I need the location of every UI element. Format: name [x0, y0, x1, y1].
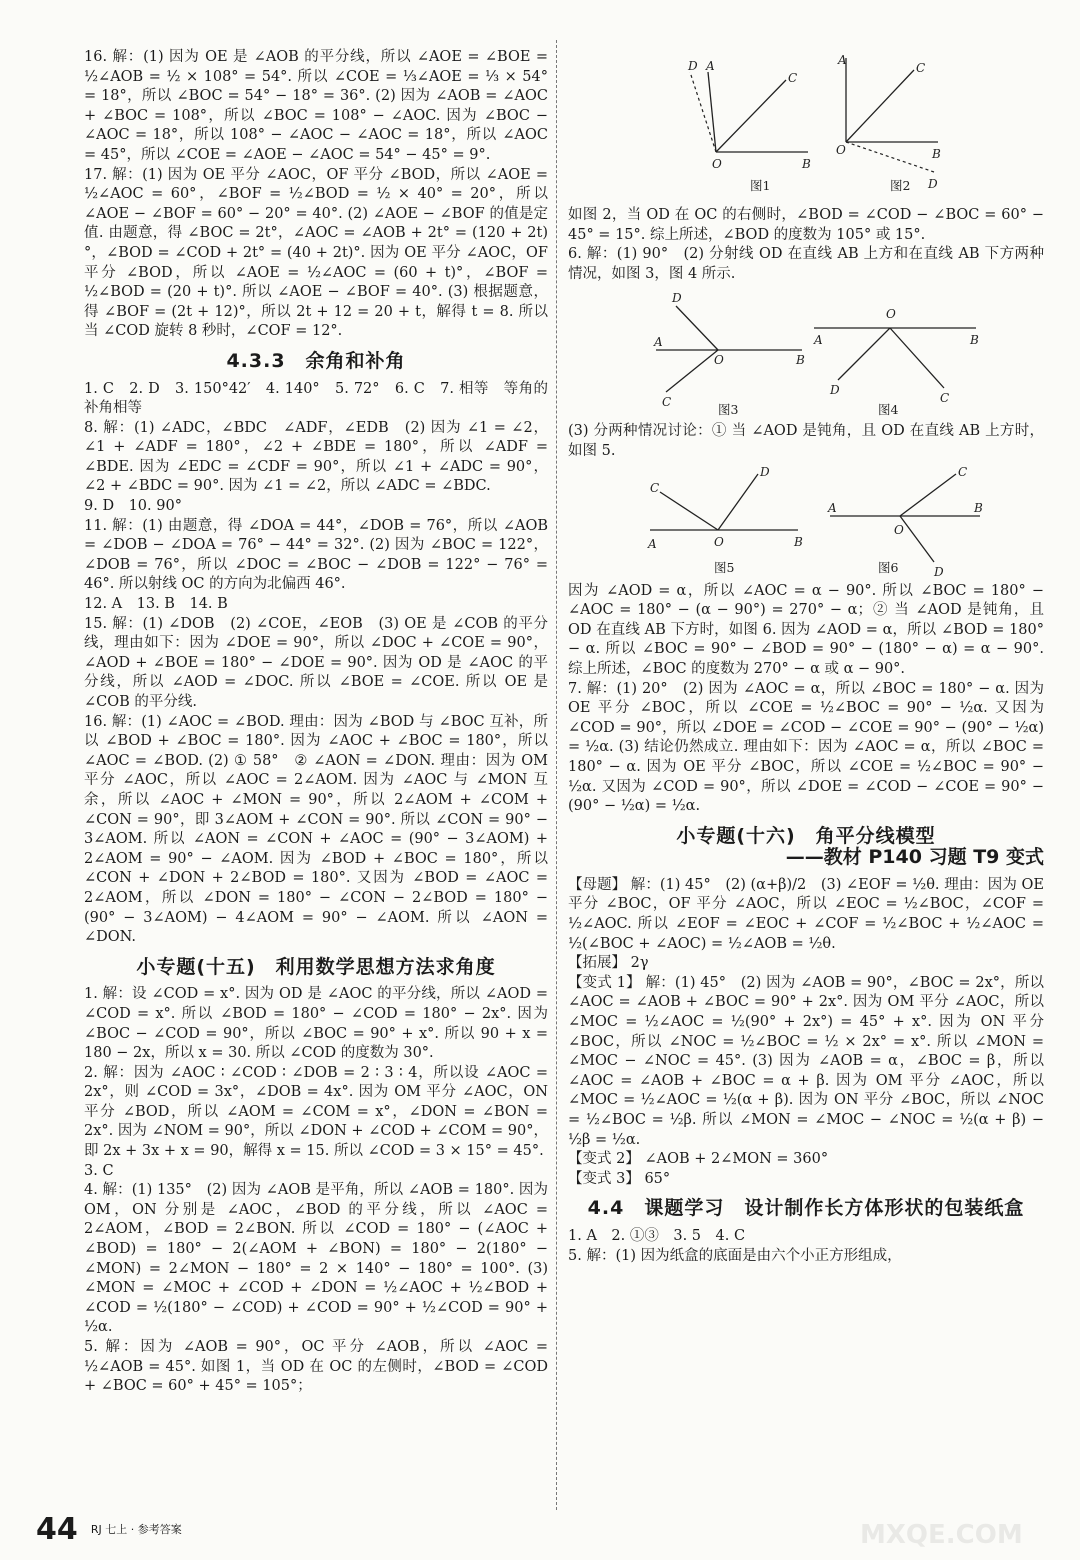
section-title-topic-16: 小专题(十六) 角平分线模型 [676, 824, 936, 847]
left-column [84, 48, 548, 1397]
svg-text:C: C [650, 480, 660, 495]
column-divider [556, 40, 558, 1510]
section-title-topic-15: 小专题(十五) 利用数学思想方法求角度 [136, 955, 496, 978]
figure-3-caption: 图3 [718, 402, 739, 418]
svg-text:A: A [654, 335, 663, 350]
watermark-text: MXQE.COM [860, 1520, 1023, 1550]
svg-text:O: O [712, 157, 722, 171]
svg-text:O: O [886, 307, 896, 322]
figure-2 [836, 53, 941, 193]
svg-text:A: A [706, 59, 715, 73]
svg-text:D: D [934, 564, 944, 578]
svg-text:O: O [894, 522, 904, 537]
svg-text:C: C [662, 395, 672, 410]
svg-text:D: D [688, 59, 698, 73]
extension-answer: 【拓展】 2γ [568, 955, 649, 972]
svg-text:D: D [672, 291, 682, 306]
svg-text:B: B [802, 157, 811, 171]
svg-text:B: B [794, 534, 803, 549]
answer-6-part3: (3) 分两种情况讨论：① 当 ∠AOD 是钝角，且 OD 在直线 AB 上方时，如图 5. [568, 423, 1044, 459]
svg-text:O: O [714, 353, 724, 368]
svg-text:A: A [838, 53, 847, 67]
topic15-answer-4: 4. 解：(1) 135° (2) 因为 ∠AOB 是平角，所以 ∠AOB = 180°. 因为 OM，ON 分别是 ∠AOC，∠BOD 的平分线，所以 ∠AOC = 2∠AOM，∠BOD = 2∠BON. 所以 ∠COD = 180° − (∠AOC + ∠BOD) = 180° − 2(∠AOM + ∠BON) = 180° − 2(180° − ∠MON) = 2∠MON − 180° = 2 × 140° − 180° = 100°. (3) ∠MON = ∠MOC + ∠COD + ∠DON = ½∠AOC + ½∠BOD + ∠COD = ½(180° − ∠COD) + ∠COD = 90° + ½∠COD = 90° + ½α. [84, 1182, 548, 1336]
figures-3-4 [568, 288, 1044, 418]
footer-text: RJ 七上 · 参考答案 [90, 1523, 182, 1536]
figure-5-caption: 图5 [714, 559, 735, 575]
svg-text:B: B [974, 500, 983, 515]
topic15-answer-1: 1. 解：设 ∠COD = x°. 因为 OD 是 ∠AOC 的平分线，所以 ∠AOD = ∠COD = x°. 所以 ∠BOD = 180° − ∠COD = 180° − 2x°. 因为 ∠BOC − ∠COD = 90°，所以 ∠BOC = 90° + x°. 所以 90 + x = 180 − 2x，所以 x = 30. 所以 ∠COD 的度数为 30°. [84, 986, 548, 1062]
svg-text:B: B [970, 333, 979, 348]
svg-text:C: C [940, 391, 950, 406]
svg-text:O: O [836, 143, 846, 157]
section-title-4-4: 4.4 课题学习 设计制作长方体形状的包装纸盒 [587, 1197, 1025, 1220]
svg-text:A: A [828, 500, 837, 515]
answer-6: 6. 解：(1) 90° (2) 分射线 OD 在直线 AB 上方和在直线 AB 下方两种情况，如图 3，图 4 所示. [568, 246, 1044, 282]
answer-8: 8. 解：(1) ∠ADC，∠BDC ∠ADF，∠EDB (2) 因为 ∠1 = ∠2，∠1 + ∠ADF = 180°，∠2 + ∠BDE = 180°，所以 ∠ADF = ∠BDE. 因为 ∠EDC = ∠CDF = 90°，所以 ∠1 + ∠ADC = 90°，∠2 + ∠BDC = 90°. 因为 ∠1 = ∠2，所以 ∠ADC = ∠BDC. [84, 419, 548, 495]
answer-15: 15. 解：(1) ∠DOB (2) ∠COE，∠EOB (3) OE 是 ∠COB 的平分线，理由如下：因为 ∠DOE = 90°，所以 ∠DOC + ∠COE = 90°，∠AOD + ∠BOE = 180° − ∠DOE = 90°. 因为 OD 是 ∠AOC 的平分线，所以 ∠AOD = ∠DOC. 所以 ∠BOE = ∠COE. 所以 OE 是 ∠COB 的平分线. [84, 615, 548, 710]
svg-text:D: D [760, 465, 770, 479]
answer-16a: 16. 解：(1) 因为 OE 是 ∠AOB 的平分线，所以 ∠AOE = ∠BOE = ½∠AOB = ½ × 108° = 54°. 所以 ∠COE = ⅓∠AOE = ⅓ × 54° = 18°，所以 ∠BOC = 54° − 18° = 36°. (2) 因为 ∠AOB = ∠AOC + ∠BOC = 108°，所以 ∠BOC = 108° − ∠AOC. 因为 ∠BOC − ∠AOC = 18°，所以 108° − ∠AOC − ∠AOC = 18°，所以 ∠AOC = 45°，所以 ∠COE = ∠AOE − ∠AOC = 54° − 45° = 9°. [84, 49, 548, 163]
svg-text:B: B [796, 353, 805, 368]
answers-1-7: 1. C 2. D 3. 150°42′ 4. 140° 5. 72° 6. C 7. 相等 等角的补角相等 [84, 380, 548, 417]
svg-text:B: B [932, 147, 941, 161]
figure-5 [647, 466, 803, 575]
right-column [568, 48, 1044, 1266]
svg-text:C: C [788, 71, 798, 85]
svg-text:A: A [814, 333, 823, 348]
answers-9-10: 9. D 10. 90° [84, 498, 182, 515]
figure-6 [827, 466, 983, 578]
topic15-answer-5: 5. 解：因为 ∠AOB = 90°，OC 平分 ∠AOB，所以 ∠AOC = ½∠AOB = 45°. 如图 1，当 OD 在 OC 的左侧时，∠BOD = ∠COD + ∠BOC = 60° + 45° = 105°； [84, 1339, 548, 1395]
page-number: 44 [36, 1512, 78, 1547]
figure-4-caption: 图4 [878, 402, 899, 418]
figure-3 [653, 291, 805, 417]
svg-text:O: O [714, 534, 724, 549]
svg-text:D: D [830, 383, 840, 398]
answer-7: 7. 解：(1) 20° (2) 因为 ∠AOC = α，所以 ∠BOC = 180° − α. 因为 OE 平分 ∠BOC，所以 ∠COE = ½∠BOC = 90° − ½α. 又因为 ∠COD = 90°，所以 ∠DOE = ∠COD − ∠COE = 90° − (90° − ½α) = ½α. (3) 结论仍然成立. 理由如下：因为 ∠AOC = α，所以 ∠BOC = 180° − α. 因为 OE 平分 ∠BOC，所以 ∠COE = ½∠BOC = 90° − ½α. 又因为 ∠COD = 90°，所以 ∠DOE = ∠COD − ∠COE = 90° − (90° − ½α) = ½α. [568, 680, 1044, 815]
answer-5-continued: 如图 2，当 OD 在 OC 的右侧时，∠BOD = ∠COD − ∠BOC = 60° − 45° = 15°. 综上所述，∠BOD 的度数为 105° 或 15°. [568, 207, 1044, 243]
section-4-4-answers-1-4: 1. A 2. ①③ 3. 5 4. C [568, 1227, 746, 1244]
page-footer [36, 1512, 182, 1547]
answers-12-14: 12. A 13. B 14. B [84, 596, 228, 613]
mother-problem-answer: 【母题】 解：(1) 45° (2) (α+β)/2 (3) ∠EOF = ½θ. 理由：因为 OE 平分 ∠BOC，OF 平分 ∠AOC，所以 ∠EOC = ½∠BOC，∠COF = ½∠AOC. 所以 ∠EOF = ∠EOC + ∠COF = ½∠BOC + ½∠AOC = ½(∠BOC + ∠AOC) = ½∠AOB = ½θ. [568, 876, 1044, 952]
answer-6-part3-solution: 因为 ∠AOD = α，所以 ∠AOC = α − 90°. 所以 ∠BOC = 180° − ∠AOC = 180° − (α − 90°) = 270° − α；② 当 ∠AOD 是钝角，且 OD 在直线 AB 下方时，如图 6. 因为 ∠AOD = α，所以 ∠BOD = 180° − α. 所以 ∠BOC = 90° − ∠BOD = 90° − (180° − α) = α − 90°. 综上所述，∠BOC 的度数为 270° − α 或 α − 90°. [568, 582, 1044, 677]
figures-5-6 [568, 466, 1044, 578]
svg-text:C: C [916, 61, 926, 75]
figure-1-caption: 图1 [750, 178, 771, 193]
section-title-4-3-3: 4.3.3 余角和补角 [226, 349, 406, 372]
svg-text:C: C [958, 465, 968, 479]
variant-3-answer: 【变式 3】 65° [568, 1170, 671, 1187]
figure-4 [813, 307, 979, 417]
svg-text:D: D [928, 177, 938, 191]
section-4-4-answer-5: 5. 解：(1) 因为纸盒的底面是由六个小正方形组成， [568, 1247, 902, 1264]
section-subtitle-topic-16: ——教材 P140 习题 T9 变式 [785, 846, 1044, 869]
figure-2-caption: 图2 [890, 178, 911, 193]
topic15-answer-2: 2. 解：因为 ∠AOC ∶ ∠COD ∶ ∠DOB = 2 ∶ 3 ∶ 4，所以设 ∠AOC = 2x°，则 ∠COD = 3x°，∠DOB = 4x°. 因为 OM 平分 ∠AOC，ON 平分 ∠BOD，所以 ∠AOM = ∠COM = x°，∠DON = ∠BON = 2x°. 因为 ∠NOM = 90°，所以 ∠DON + ∠COD + ∠COM = 90°，即 2x + 3x + x = 90，解得 x = 15. 所以 ∠COD = 3 × 15° = 45°. [84, 1064, 548, 1160]
topic15-answer-3: 3. C [84, 1162, 114, 1179]
figures-1-2 [568, 52, 1044, 202]
figure-1 [687, 59, 811, 193]
variant-1-answer: 【变式 1】 解：(1) 45° (2) 因为 ∠AOB = 90°，∠BOC = 2x°，所以 ∠AOC = ∠AOB + ∠BOC = 90° + 2x°. 因为 OM 平分 ∠AOC，所以 ∠MOC = ½∠AOC = ½(90° + 2x°) = 45° + x°. 因为 ON 平分 ∠BOC，所以 ∠NOC = ½∠BOC = ½ × 2x° = x°. 所以 ∠MON = ∠MOC − ∠NOC = 45°. (3) 因为 ∠AOB = α，∠BOC = β，所以 ∠AOC = ∠AOB + ∠BOC = α + β. 因为 OM 平分 ∠AOC，所以 ∠MOC = ½∠AOC = ½(α + β). 因为 ON 平分 ∠BOC，所以 ∠NOC = ½∠BOC = ½β. 所以 ∠MON = ∠MOC − ∠NOC = ½(α + β) − ½β = ½α. [568, 974, 1044, 1148]
answer-16b: 16. 解：(1) ∠AOC = ∠BOD. 理由：因为 ∠BOD 与 ∠BOC 互补，所以 ∠BOD + ∠BOC = 180°. 因为 ∠AOC + ∠BOC = 180°，所以 ∠AOC = ∠BOD. (2) ① 58° ② ∠AON = ∠DON. 理由：因为 OM 平分 ∠AOC，所以 ∠AOC = 2∠AOM. 因为 ∠AOC 与 ∠MON 互余，所以 ∠AOC + ∠MON = 90°，所以 2∠AOM + ∠COM + ∠CON = 90°，即 3∠AOM + ∠CON = 90°. 所以 ∠CON = 90° − 3∠AOM. 所以 ∠AON = ∠CON + ∠AOC = (90° − 3∠AOM) + 2∠AOM = 90° − ∠AOM. 因为 ∠BOD + ∠BOC = 180°，所以 ∠CON + ∠DON + 2∠BOD = 180°. 又因为 ∠BOD = ∠AOC = 2∠AOM，所以 ∠DON = 180° − ∠CON − 2∠BOD = 180° − (90° − 3∠AOM) − 4∠AOM = 90° − ∠AOM. 所以 ∠AON = ∠DON. [84, 713, 548, 946]
svg-text:A: A [648, 536, 657, 551]
figure-6-caption: 图6 [878, 559, 899, 575]
answer-11: 11. 解：(1) 由题意，得 ∠DOA = 44°，∠DOB = 76°，所以 ∠AOB = ∠DOB − ∠DOA = 76° − 44° = 32°. (2) 因为 ∠BOC = 122°，∠DOB = 76°，所以 ∠DOC = ∠BOC − ∠DOB = 122° − 76° = 46°. 所以射线 OC 的方向为北偏西 46°. [84, 517, 548, 593]
answer-17: 17. 解：(1) 因为 OE 平分 ∠AOC，OF 平分 ∠BOD，所以 ∠AOE = ½∠AOC = 60°，∠BOF = ½∠BOD = ½ × 40° = 20°，所以 ∠AOE − ∠BOF = 60° − 20° = 40°. (2) ∠AOE − ∠BOF 的值是定值. 由题意，得 ∠BOC = 2t°，∠AOC = ∠AOB + 2t° = (120 + 2t)°，∠BOD = ∠COD + 2t° = (40 + 2t)°. 因为 OE 平分 ∠AOC，OF 平分 ∠BOD，所以 ∠AOE = ½∠AOC = (60 + t)°，∠BOF = ½∠BOD = (20 + t)°. 所以 ∠AOE − ∠BOF = 40°. (3) 根据题意，得 ∠BOF = (2t + 12)°，所以 2t + 12 = 20 + t，解得 t = 8. 所以当 ∠COD 旋转 8 秒时，∠COF = 12°. [84, 166, 548, 340]
variant-2-answer: 【变式 2】 ∠AOB + 2∠MON = 360° [568, 1151, 829, 1168]
